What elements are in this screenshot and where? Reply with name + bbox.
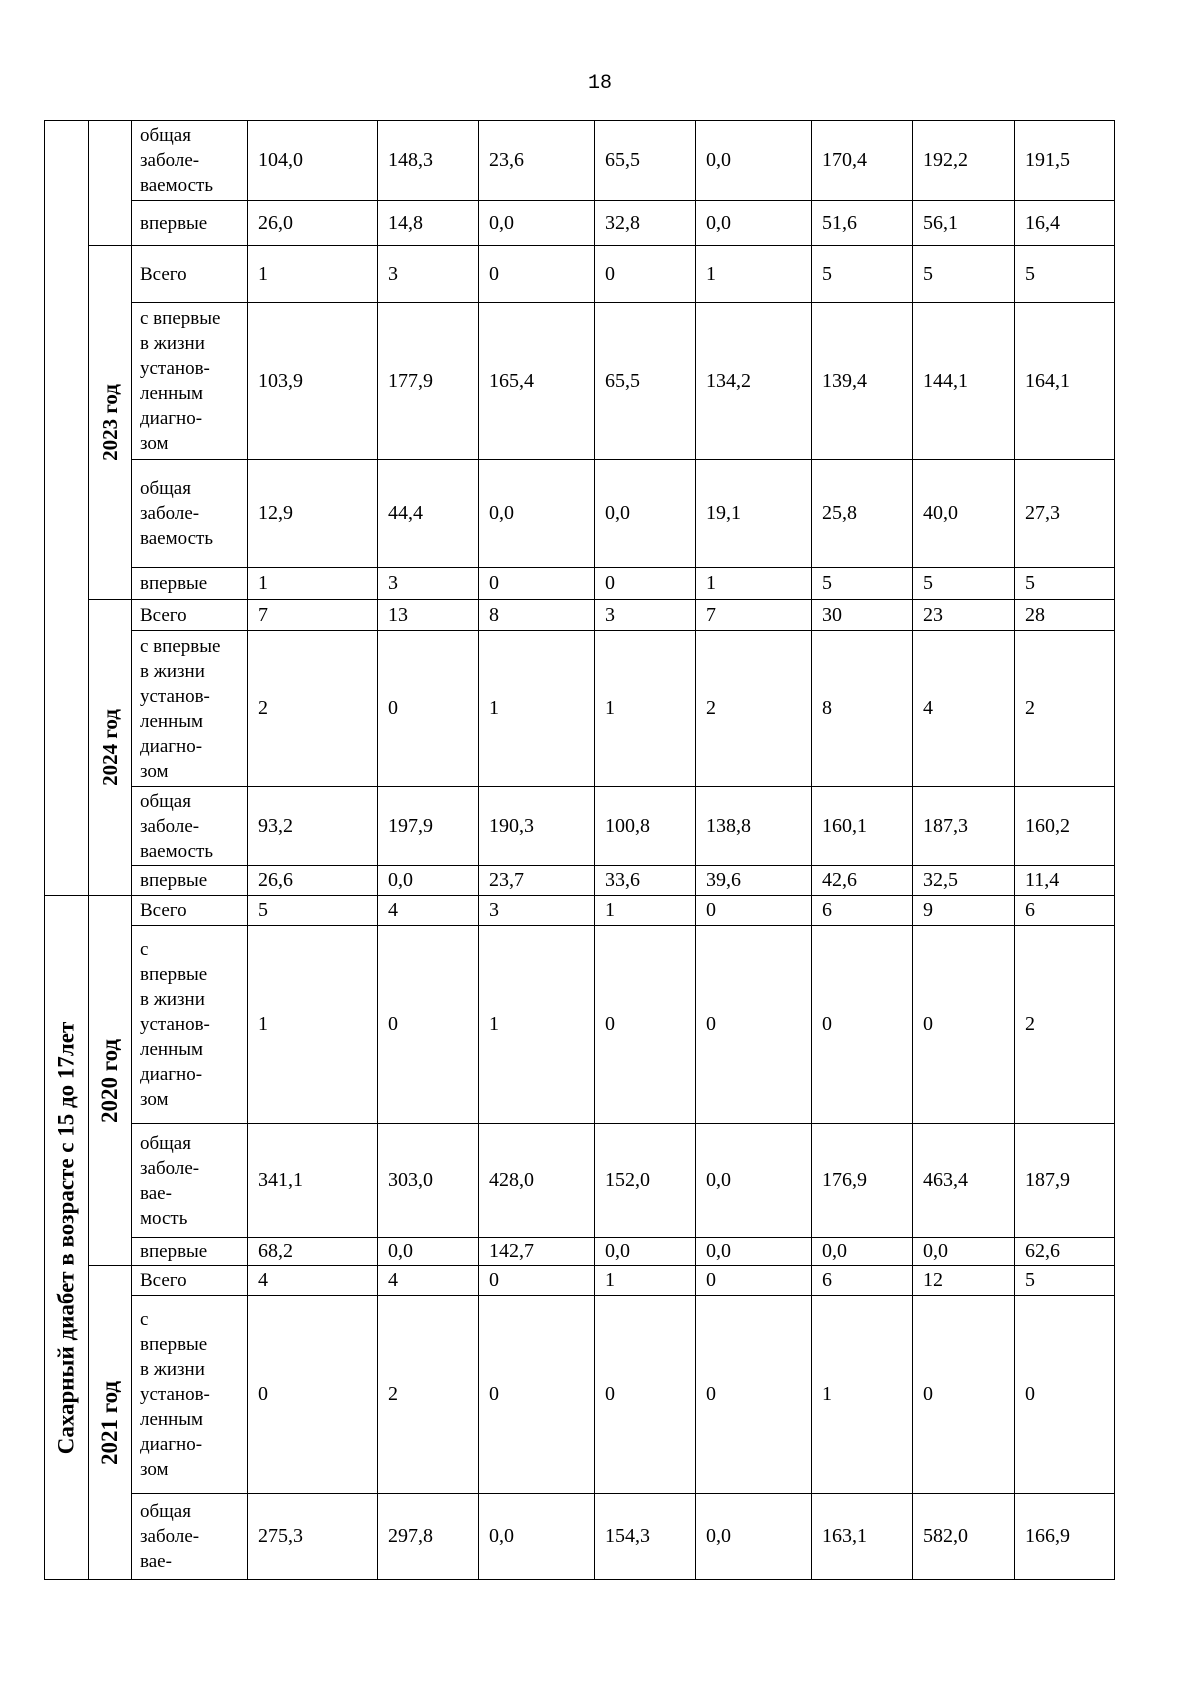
year-2021-cell: 0 bbox=[478, 1295, 595, 1494]
year-label-2024 bbox=[88, 599, 132, 896]
year-2021-row-label: с впервые в жизни установ- ленным диагно- зом bbox=[131, 1295, 248, 1494]
year-2024-cell: 160,2 bbox=[1014, 786, 1115, 866]
year-2023-cell: 5 bbox=[811, 245, 913, 303]
year-2023-cell: 3 bbox=[377, 567, 479, 600]
year-2020-cell: 142,7 bbox=[478, 1237, 595, 1266]
year-2020-cell: 0 bbox=[811, 925, 913, 1124]
year-2024-cell: 33,6 bbox=[594, 865, 696, 896]
year-2024-cell: 1 bbox=[478, 630, 595, 787]
year-2023-cell: 0,0 bbox=[478, 459, 595, 568]
year-label-2023 bbox=[88, 245, 132, 600]
year-2021-cell: 4 bbox=[377, 1265, 479, 1296]
prev-year-cell: 56,1 bbox=[912, 200, 1015, 246]
prev-year-cell: 51,6 bbox=[811, 200, 913, 246]
year-2023-cell: 12,9 bbox=[247, 459, 378, 568]
year-2024-cell: 100,8 bbox=[594, 786, 696, 866]
year-2023-cell: 5 bbox=[1014, 567, 1115, 600]
section-b-category-label bbox=[44, 895, 89, 1580]
year-2023-cell: 65,5 bbox=[594, 302, 696, 460]
year-2023-cell: 103,9 bbox=[247, 302, 378, 460]
year-2020-cell: 303,0 bbox=[377, 1123, 479, 1238]
year-2020-cell: 1 bbox=[478, 925, 595, 1124]
year-2021-cell: 0,0 bbox=[695, 1493, 812, 1580]
year-2021-cell: 297,8 bbox=[377, 1493, 479, 1580]
year-2023-cell: 1 bbox=[695, 245, 812, 303]
prev-year-cell: 16,4 bbox=[1014, 200, 1115, 246]
year-2024-cell: 190,3 bbox=[478, 786, 595, 866]
year-2024-cell: 160,1 bbox=[811, 786, 913, 866]
year-2021-cell: 0 bbox=[594, 1295, 696, 1494]
year-2024-cell: 11,4 bbox=[1014, 865, 1115, 896]
year-label-2023-text: 2023 год bbox=[97, 384, 122, 461]
year-2020-cell: 0 bbox=[695, 895, 812, 926]
year-2024-cell: 2 bbox=[1014, 630, 1115, 787]
year-2024-row-label: впервые bbox=[131, 865, 248, 896]
year-2024-cell: 7 bbox=[695, 599, 812, 631]
year-2020-cell: 2 bbox=[1014, 925, 1115, 1124]
year-2021-cell: 1 bbox=[811, 1295, 913, 1494]
year-2024-cell: 32,5 bbox=[912, 865, 1015, 896]
prev-year-cell: 148,3 bbox=[377, 120, 479, 201]
year-2023-cell: 1 bbox=[247, 245, 378, 303]
year-label-2021-text: 2021 год bbox=[97, 1380, 122, 1465]
year-2020-cell: 6 bbox=[811, 895, 913, 926]
year-2024-cell: 30 bbox=[811, 599, 913, 631]
year-2020-cell: 68,2 bbox=[247, 1237, 378, 1266]
prev-year-cell: 192,2 bbox=[912, 120, 1015, 201]
year-2024-cell: 39,6 bbox=[695, 865, 812, 896]
year-2020-cell: 0 bbox=[594, 925, 696, 1124]
prev-year-cell: 0,0 bbox=[695, 120, 812, 201]
year-2023-cell: 0,0 bbox=[594, 459, 696, 568]
year-2024-cell: 26,6 bbox=[247, 865, 378, 896]
year-2021-row-label: общая заболе- вае- bbox=[131, 1493, 248, 1580]
page-number: 18 bbox=[587, 72, 612, 95]
year-2023-cell: 134,2 bbox=[695, 302, 812, 460]
year-2024-row-label: общая заболе- ваемость bbox=[131, 786, 248, 866]
year-2020-cell: 463,4 bbox=[912, 1123, 1015, 1238]
year-2024-cell: 138,8 bbox=[695, 786, 812, 866]
year-2023-cell: 3 bbox=[377, 245, 479, 303]
prev-year-cell: 0,0 bbox=[695, 200, 812, 246]
year-2020-cell: 3 bbox=[478, 895, 595, 926]
year-2023-cell: 164,1 bbox=[1014, 302, 1115, 460]
year-2023-cell: 139,4 bbox=[811, 302, 913, 460]
year-2023-cell: 25,8 bbox=[811, 459, 913, 568]
year-2023-cell: 165,4 bbox=[478, 302, 595, 460]
section-a-category-column bbox=[44, 120, 89, 896]
year-2020-cell: 1 bbox=[594, 895, 696, 926]
year-2020-cell: 4 bbox=[377, 895, 479, 926]
year-2021-cell: 163,1 bbox=[811, 1493, 913, 1580]
year-2020-cell: 428,0 bbox=[478, 1123, 595, 1238]
year-2023-cell: 177,9 bbox=[377, 302, 479, 460]
prev-year-cell: 191,5 bbox=[1014, 120, 1115, 201]
year-2020-cell: 0,0 bbox=[695, 1237, 812, 1266]
year-2020-cell: 0 bbox=[912, 925, 1015, 1124]
year-2020-cell: 0 bbox=[377, 925, 479, 1124]
prev-year-cell: 104,0 bbox=[247, 120, 378, 201]
year-2024-cell: 28 bbox=[1014, 599, 1115, 631]
year-2023-cell: 5 bbox=[912, 245, 1015, 303]
year-2024-cell: 0 bbox=[377, 630, 479, 787]
year-2021-cell: 166,9 bbox=[1014, 1493, 1115, 1580]
year-2020-cell: 176,9 bbox=[811, 1123, 913, 1238]
year-2023-cell: 19,1 bbox=[695, 459, 812, 568]
year-2021-cell: 12 bbox=[912, 1265, 1015, 1296]
year-2023-cell: 5 bbox=[1014, 245, 1115, 303]
year-2020-row-label: Всего bbox=[131, 895, 248, 926]
year-2020-cell: 0,0 bbox=[695, 1123, 812, 1238]
year-2024-cell: 23 bbox=[912, 599, 1015, 631]
year-2023-cell: 1 bbox=[695, 567, 812, 600]
prev-year-cell: 26,0 bbox=[247, 200, 378, 246]
year-2021-cell: 582,0 bbox=[912, 1493, 1015, 1580]
year-2024-cell: 4 bbox=[912, 630, 1015, 787]
prev-year-cell: 0,0 bbox=[478, 200, 595, 246]
year-2020-row-label: общая заболе- вае- мость bbox=[131, 1123, 248, 1238]
year-2024-cell: 3 bbox=[594, 599, 696, 631]
year-2020-cell: 62,6 bbox=[1014, 1237, 1115, 1266]
year-2024-cell: 0,0 bbox=[377, 865, 479, 896]
year-2024-cell: 42,6 bbox=[811, 865, 913, 896]
year-2024-cell: 23,7 bbox=[478, 865, 595, 896]
year-2024-cell: 1 bbox=[594, 630, 696, 787]
year-2023-cell: 0 bbox=[594, 567, 696, 600]
year-2020-cell: 341,1 bbox=[247, 1123, 378, 1238]
year-2024-row-label: Всего bbox=[131, 599, 248, 631]
year-2023-cell: 5 bbox=[912, 567, 1015, 600]
year-2023-cell: 44,4 bbox=[377, 459, 479, 568]
year-2023-cell: 0 bbox=[478, 245, 595, 303]
year-2020-row-label: с впервые в жизни установ- ленным диагно- зом bbox=[131, 925, 248, 1124]
year-2020-cell: 9 bbox=[912, 895, 1015, 926]
prev-year-cell: 32,8 bbox=[594, 200, 696, 246]
year-2020-cell: 152,0 bbox=[594, 1123, 696, 1238]
year-2024-cell: 8 bbox=[811, 630, 913, 787]
year-2024-cell: 2 bbox=[695, 630, 812, 787]
year-2021-cell: 2 bbox=[377, 1295, 479, 1494]
prev-year-row-label: впервые bbox=[131, 200, 248, 246]
year-label-2021 bbox=[88, 1265, 132, 1580]
year-2024-cell: 8 bbox=[478, 599, 595, 631]
year-2023-row-label: Всего bbox=[131, 245, 248, 303]
year-2023-row-label: общая заболе- ваемость bbox=[131, 459, 248, 568]
year-2021-cell: 154,3 bbox=[594, 1493, 696, 1580]
year-2021-cell: 275,3 bbox=[247, 1493, 378, 1580]
year-2020-cell: 1 bbox=[247, 925, 378, 1124]
year-label-2024-text: 2024 год bbox=[97, 709, 122, 786]
year-2021-row-label: Всего bbox=[131, 1265, 248, 1296]
year-2024-row-label: с впервые в жизни установ- ленным диагно- зом bbox=[131, 630, 248, 787]
year-2023-cell: 0 bbox=[478, 567, 595, 600]
year-2023-cell: 144,1 bbox=[912, 302, 1015, 460]
year-2024-cell: 7 bbox=[247, 599, 378, 631]
year-2023-cell: 5 bbox=[811, 567, 913, 600]
year-2024-cell: 2 bbox=[247, 630, 378, 787]
year-label-2020-text: 2020 год bbox=[97, 1038, 122, 1123]
year-2021-cell: 0 bbox=[1014, 1295, 1115, 1494]
year-2023-cell: 40,0 bbox=[912, 459, 1015, 568]
year-2021-cell: 4 bbox=[247, 1265, 378, 1296]
year-2020-cell: 5 bbox=[247, 895, 378, 926]
year-2021-cell: 0 bbox=[912, 1295, 1015, 1494]
year-2021-cell: 0,0 bbox=[478, 1493, 595, 1580]
year-2021-cell: 6 bbox=[811, 1265, 913, 1296]
year-2020-cell: 0,0 bbox=[594, 1237, 696, 1266]
year-2020-row-label: впервые bbox=[131, 1237, 248, 1266]
year-2023-row-label: с впервые в жизни установ- ленным диагно- зом bbox=[131, 302, 248, 460]
year-2021-cell: 5 bbox=[1014, 1265, 1115, 1296]
year-2024-cell: 13 bbox=[377, 599, 479, 631]
year-label-2020 bbox=[88, 895, 132, 1266]
year-2023-cell: 0 bbox=[594, 245, 696, 303]
prev-year-row-label: общая заболе- ваемость bbox=[131, 120, 248, 201]
prev-year-cell: 170,4 bbox=[811, 120, 913, 201]
year-cell-previous bbox=[88, 120, 132, 246]
year-2024-cell: 187,3 bbox=[912, 786, 1015, 866]
section-b-category-label-text: Сахарный диабет в возрасте с 15 до 17лет bbox=[53, 1021, 79, 1454]
year-2020-cell: 187,9 bbox=[1014, 1123, 1115, 1238]
year-2021-cell: 1 bbox=[594, 1265, 696, 1296]
year-2020-cell: 6 bbox=[1014, 895, 1115, 926]
year-2020-cell: 0,0 bbox=[912, 1237, 1015, 1266]
year-2023-cell: 27,3 bbox=[1014, 459, 1115, 568]
year-2024-cell: 93,2 bbox=[247, 786, 378, 866]
year-2020-cell: 0,0 bbox=[811, 1237, 913, 1266]
prev-year-cell: 23,6 bbox=[478, 120, 595, 201]
year-2021-cell: 0 bbox=[478, 1265, 595, 1296]
year-2023-cell: 1 bbox=[247, 567, 378, 600]
year-2023-row-label: впервые bbox=[131, 567, 248, 600]
year-2020-cell: 0,0 bbox=[377, 1237, 479, 1266]
year-2020-cell: 0 bbox=[695, 925, 812, 1124]
prev-year-cell: 65,5 bbox=[594, 120, 696, 201]
year-2021-cell: 0 bbox=[247, 1295, 378, 1494]
year-2024-cell: 197,9 bbox=[377, 786, 479, 866]
year-2021-cell: 0 bbox=[695, 1265, 812, 1296]
year-2021-cell: 0 bbox=[695, 1295, 812, 1494]
prev-year-cell: 14,8 bbox=[377, 200, 479, 246]
